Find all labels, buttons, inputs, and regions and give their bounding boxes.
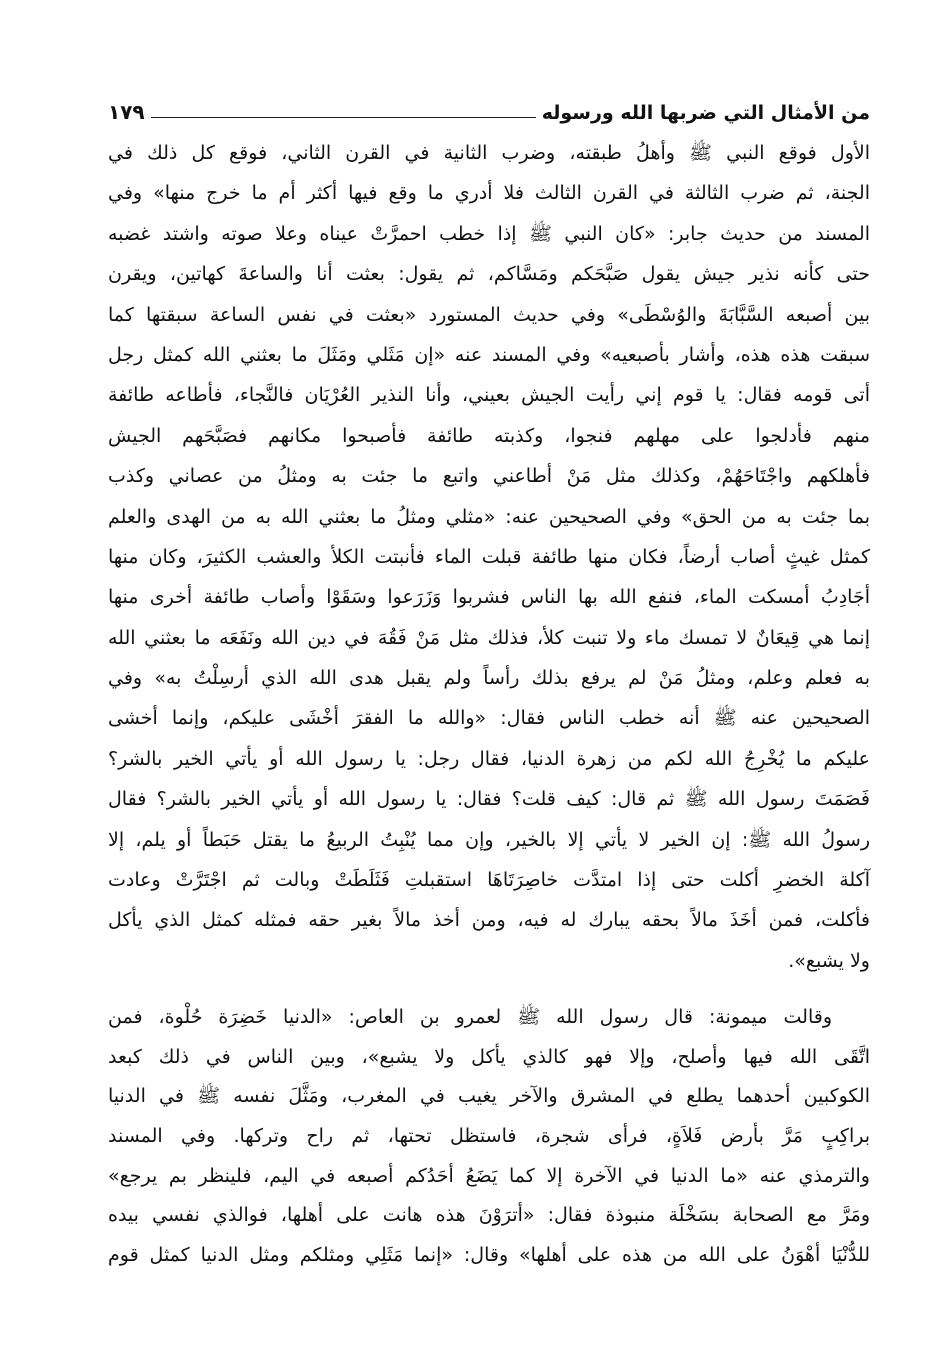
running-header bbox=[108, 92, 870, 124]
text-line: المسند من حديث جابر: «كان النبي ﷺ إذا خطب احمرَّتْ عيناه وعلا صوته واشتد غضبه bbox=[108, 222, 870, 245]
text-line: حتى كأنه نذير جيش يقول صَبَّحَكم ومَسَّاكم، ثم يقول: بعثت أنا والساعةَ كهاتين، ويقرن bbox=[108, 263, 870, 286]
text-line: آكلة الخضرِ أكلت حتى إذا امتدَّت خاصِرَتَاهَا استقبلتِ فَثَلَطَتْ وبالت ثم اجْتَرَّتْ وعادت bbox=[108, 869, 870, 892]
text-line: عليكم ما يُخْرِجُ الله لكم من زهرة الدنيا، فقال رجل: يا رسول الله أو يأتي الخير بالشر؟ bbox=[108, 747, 870, 770]
text-line: والترمذي عنه «ما الدنيا في الآخرة إلا كما يَضَعُ أحَدُكم أصبعه في اليم، فلينظر بم يرجع» bbox=[108, 1164, 870, 1187]
text-line: فأهلكهم واجْتَاحَهُمْ، وكذلك مثل مَنْ أطاعني واتبع ما جئت به ومثلُ من عصاني وكذب bbox=[108, 465, 870, 488]
text-line: بين أصبعه السَّبَّابَةَ والوُسْطَى» وفي حديث المستورد «بعثت في نفس الساعة سبقتها كما bbox=[108, 303, 870, 326]
text-line: ومَرَّ مع الصحابة بسَخْلَة منبوذة فقال: «أترَوْنَ هذه هانت على أهلها، فوالذي نفسي بيده bbox=[108, 1204, 870, 1227]
text-line: به فعلم وعلم، ومثلُ مَنْ لم يرفع بذلك رأساً ولم يقبل هدى الله الذي أرسِلْتُ به» وفي bbox=[108, 667, 870, 690]
header-rule bbox=[151, 117, 536, 118]
text-line: ولا يشبع». bbox=[788, 949, 870, 972]
text-line: وقالت ميمونة: قال رسول الله ﷺ لعمرو بن العاص: «الدنيا خَضِرَة حُلْوة، فمن bbox=[108, 1006, 832, 1028]
text-line: سبقت هذه هذه، وأشار بأصبعيه» وفي المسند عنه «إن مَثَلي ومَثَلَ ما بعثني الله كمثل رجل bbox=[108, 343, 870, 366]
text-line: أتى قومه فقال: يا قوم إني رأيت الجيش بعيني، وأنا النذير العُرْيَان فالنَّجاء، فأطاعه طائفة bbox=[108, 384, 870, 407]
text-line: منهم فأدلجوا على مهلهم فنجوا، وكذبته طائفة فأصبحوا مكانهم فصَبَّحَهم الجيش bbox=[108, 424, 870, 447]
text-line: للدُّنْيَا أهْوَنُ على الله من هذه على أهلها» وقال: «إنما مَثَلِي ومثلكم ومثل الدنيا كمثل قوم bbox=[108, 1244, 870, 1267]
text-line: الجنة، ثم ضرب الثالثة في القرن الثالث فلا أدري ما وقع فيها أكثر أم ما خرج منها» وفي bbox=[108, 182, 870, 205]
text-line: إنما هي قِيعَانٌ لا تمسك ماء ولا تنبت كلأ، فذلك مثل مَنْ فَقُهَ في دين الله ونَفَعَه ما بعثني الله bbox=[108, 626, 870, 649]
text-line: رسولُ الله ﷺ: إن الخير لا يأتي إلا بالخير، وإن مما يُنْبِتُ الربيعُ ما يقتل حَبَطاً أو يلم، إلا bbox=[108, 828, 870, 851]
text-line: اتَّقَى الله فيها وأصلح، وإلا فهو كالذي يأكل ولا يشبع»، وبين الناس في ذلك كبعد bbox=[108, 1045, 870, 1068]
text-line: الكوكبين أحدهما يطلع في المشرق والآخر يغيب في المغرب، ومَثَّلَ نفسه ﷺ في الدنيا bbox=[108, 1085, 870, 1108]
text-line: الصحيحين عنه ﷺ أنه خطب الناس فقال: «والله ما الفقرَ أخْشَى عليكم، وإنما أخشى bbox=[108, 707, 870, 730]
text-line: فَصَمَتَ رسول الله ﷺ ثم قال: كيف قلت؟ فقال: يا رسول الله أو يأتي الخير بالشر؟ فقال bbox=[108, 788, 870, 811]
paragraph-2 bbox=[108, 1000, 870, 1278]
page-number: ١٧٩ bbox=[108, 100, 145, 124]
text-line: كمثل غيثٍ أصاب أرضاً، فكان منها طائفة قبلت الماء فأنبتت الكلأ والعشب الكثيرَ، وكان منها bbox=[108, 545, 870, 568]
text-line: أجَادِبُ أمسكت الماء، فنفع الله بها الناس فشربوا وَزَرَعوا وسَقَوْا وأصاب طائفة أخرى منها bbox=[108, 586, 870, 609]
paragraph-1 bbox=[108, 136, 870, 984]
text-line: الأول فوقع النبي ﷺ وأهلُ طبقته، وضرب الثانية في القرن الثاني، فوقع كل ذلك في bbox=[108, 142, 870, 164]
text-line: بما جئت به من الحق» وفي الصحيحين عنه: «مثلي ومثلُ ما بعثني الله به من الهدى والعلم bbox=[108, 505, 870, 528]
text-line: فأكلت، فمن أخَذَ مالاً بحقه يبارك له فيه، ومن أخذ مالاً بغير حقه فمثله كمثل الذي يأكل bbox=[108, 909, 870, 932]
text-line: براكِبٍ مَرَّ بأرض فَلاَةٍ، فرأى شجرة، فاستظل تحتها، ثم راح وتركها. وفي المسند bbox=[108, 1125, 870, 1148]
running-title: من الأمثال التي ضربها الله ورسوله bbox=[541, 102, 870, 124]
